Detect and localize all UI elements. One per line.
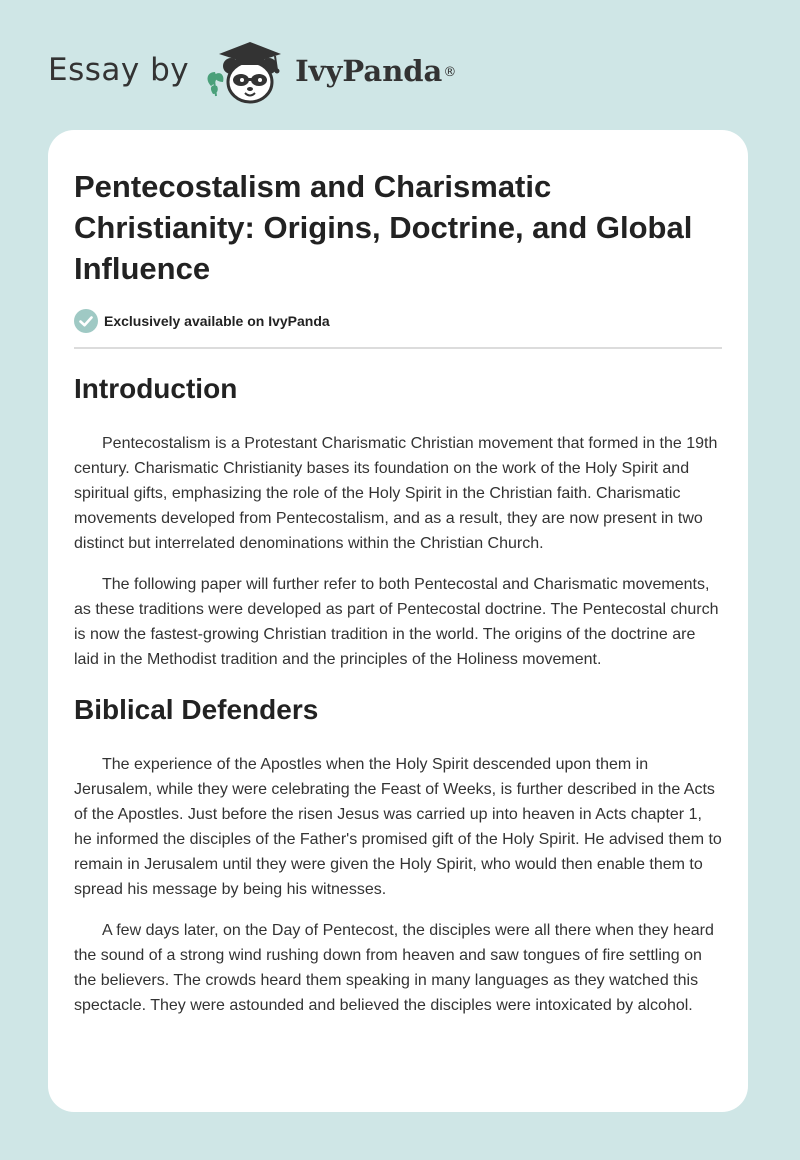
article-title: Pentecostalism and Charismatic Christianity: Origins, Doctrine, and Global Influence xyxy=(74,169,693,286)
essay-by-label: Essay by xyxy=(48,52,190,88)
title-divider xyxy=(74,347,722,349)
registered-mark: ® xyxy=(443,64,457,80)
exclusive-badge-text: Exclusively available on IvyPanda xyxy=(104,313,330,329)
site-header xyxy=(48,36,456,108)
paragraph: The experience of the Apostles when the Holy Spirit descended upon them in Jerusalem, while they were celebrating the Feast of Weeks, is further described in the Acts of the Apostles. Just before the risen Jesus was carried up into heaven in Acts chapter 1, he informed the disciples of the Father's promised gift of the Holy Spirit. He advised them to remain in Jerusalem until they were given the Holy Spirit, who would then enable them to spread his message by being his witnesses. xyxy=(74,756,722,898)
section-heading: Introduction xyxy=(74,373,238,404)
paragraph: Pentecostalism is a Protestant Charismatic Christian movement that formed in the 19th century. Charismatic Christianity bases its foundation on the work of the Holy Spirit and spiritual gifts, emphasizing the role of the Holy Spirit in the Christian faith. Charismatic movements developed from Pentecostalism, and as a result, they are now present in two distinct but interrelated denominations within the Christian Church. xyxy=(74,435,718,552)
brand-name[interactable]: IvyPanda xyxy=(295,54,443,88)
paragraph: The following paper will further refer to both Pentecostal and Charismatic movements, as these traditions were developed as part of Pentecostal doctrine. The Pentecostal church is now the fastest-growing Christian tradition in the world. The origins of the doctrine are laid in the Methodist tradition and the principles of the Holiness movement. xyxy=(74,576,719,668)
check-circle-icon xyxy=(74,309,98,333)
paragraph: A few days later, on the Day of Pentecost, the disciples were all there when they heard the sound of a strong wind rushing down from heaven and saw tongues of fire settling on the believers. The crowds heard them speaking in many languages as they watched this spectacle. They were astounded and believed the disciples were intoxicated by alcohol. xyxy=(74,922,714,1014)
exclusive-badge xyxy=(74,309,722,333)
panda-logo-icon[interactable] xyxy=(203,36,293,108)
section-biblical-defenders xyxy=(74,694,722,1018)
section-heading: Biblical Defenders xyxy=(74,694,319,725)
section-introduction xyxy=(74,373,722,672)
article-card xyxy=(48,130,748,1112)
